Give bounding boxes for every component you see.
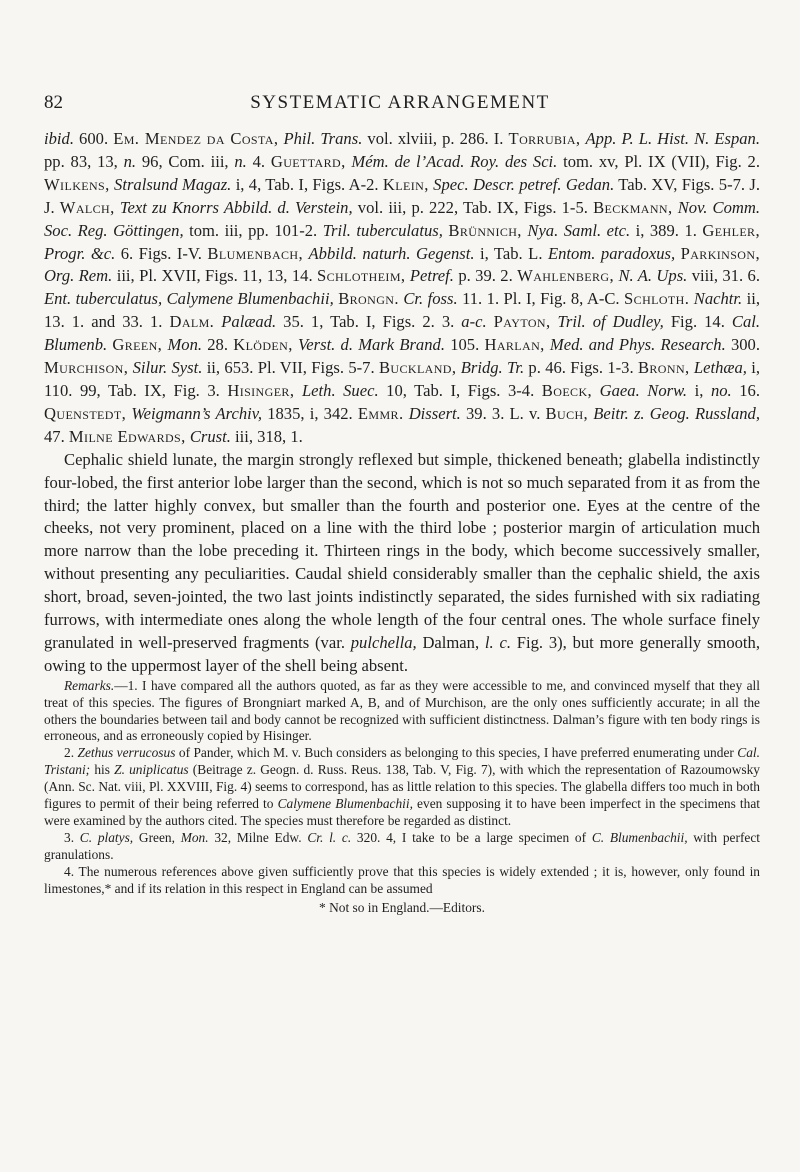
italic-run: Cal. Blumenb. [44, 312, 761, 355]
author-name: Wahlenberg, [517, 266, 615, 286]
author-name: Hisinger, [227, 380, 295, 400]
author-name: Dalm. [169, 312, 215, 332]
italic-run: Entom. paradoxus, [547, 243, 676, 263]
italic-run: Z. uniplicatus [114, 762, 189, 778]
text-run: 105. [444, 335, 485, 355]
italic-run: Tril. of Dudley, [557, 312, 664, 332]
text-run: p. 39. 2. [453, 266, 518, 286]
text-run: vol. xlviii, p. 286. I. [362, 129, 509, 148]
species-description [44, 449, 760, 678]
text-run: 6. Figs. I-V. [115, 243, 208, 263]
text-run: 4. The numerous references above given sufficiently prove that this species is widely extended ; it is, however, only found in limestones,* and if its relation in this respect in England can be assumed [44, 863, 760, 896]
remark-2 [44, 745, 760, 830]
text-run: ii, 653. Pl. VII, Figs. 5-7. [202, 358, 379, 378]
italic-run: Bridg. Tr. [460, 358, 525, 378]
author-name: Harlan, [484, 335, 545, 355]
text-run: (Beitrage z. Geogn. d. Russ. Reus. 138, Tab. V, Fig. 7), with which the representation of Razoumowsky (Ann. Sc. Nat. viii, Pl. XXVIII, Fig. 4) seems to correspond, has as little relation to this species. The glabella differs too much in both figures to permit of their being referred to [44, 762, 760, 812]
italic-run: Dissert. [408, 403, 461, 423]
author-name: Murchison, [44, 358, 129, 378]
text-run: Tab. XV, Figs. 5-7. J. J. [44, 174, 761, 217]
author-name: Klöden, [233, 335, 293, 355]
italic-run: Weigmann’s Archiv, [131, 403, 263, 423]
text-run: —1. I have compared all the authors quoted, as far as they were accessible to me, and convinced myself that they all treat of this species. The figures of Brongniart marked A, B, and of Murchison, are the only ones sufficiently accurate; in all the others the boundaries between tail and body cannot be recognized with sufficient distinctness. Dalman’s figure with ten body rings is erroneous, and as erroneously copied by Hisinger. [44, 677, 760, 744]
author-name: Beckmann, [593, 197, 673, 217]
italic-run: Spec. Descr. petref. Gedan. [433, 174, 615, 194]
text-run: 16. [731, 380, 760, 400]
text-run: viii, 31. 6. [687, 266, 760, 286]
text-run: 35. 1, Tab. I, Figs. 2. 3. [276, 312, 462, 332]
remark-4 [44, 864, 760, 898]
text-run [592, 381, 600, 400]
text-run: Green, [133, 829, 181, 845]
text-run: Dalman, [416, 632, 485, 652]
text-run: i, [687, 380, 711, 400]
italic-run: Nov. Comm. Soc. Reg. Göttingen, [44, 197, 761, 240]
text-run: with perfect granulations. [44, 829, 761, 862]
italic-run: Abbild. naturh. Gegenst. [308, 243, 475, 263]
author-name: Brongn. [338, 289, 399, 309]
italic-run: Palæad. [221, 312, 277, 332]
text-run: of Pander, which M. v. Buch considers as belonging to this species, I have preferred enumerating under [175, 745, 738, 761]
italic-run: n. [123, 151, 137, 171]
italic-run: no. [710, 380, 732, 400]
italic-run: Text zu Knorrs Abbild. d. Verstein, [119, 197, 353, 217]
author-name: Quenstedt, [44, 403, 127, 423]
text-run: 600. [73, 129, 114, 148]
italic-run: Verst. d. Mark Brand. [298, 335, 445, 355]
text-run [551, 312, 558, 331]
italic-run: Org. Rem. [44, 266, 113, 286]
author-name: Buch, [545, 403, 589, 423]
text-run: iii, 318, 1. [230, 426, 303, 446]
text-run: 28. [202, 335, 234, 355]
text-run: 39. 3. L. v. [460, 403, 546, 423]
author-name: Walch, [59, 197, 115, 217]
text-run: tom. iii, pp. 101-2. [183, 220, 323, 240]
italic-run: Cr. l. c. [307, 829, 352, 845]
author-name: Emmr. [357, 403, 404, 423]
italic-run: Mon. [167, 335, 203, 355]
italic-run: Ent. tuberculatus, Calymene Blumenbachii, [44, 289, 334, 309]
author-name: Schlotheim, [317, 266, 406, 286]
author-name: Torrubia, [508, 129, 581, 148]
italic-run: l. c. [484, 632, 511, 652]
text-run: p. 46. Figs. 1-3. [524, 358, 638, 378]
page-body [44, 128, 760, 916]
author-name: Wilkens, [44, 174, 110, 194]
italic-run: n. [234, 151, 247, 171]
italic-run: Phil. Trans. [283, 129, 363, 148]
italic-run: Stralsund Magaz. [114, 174, 232, 194]
author-name: Blumenbach, [207, 243, 304, 263]
text-run: 11. 1. Pl. I, Fig. 8, A-C. [457, 289, 625, 309]
text-run: 320. 4, I take to be a large specimen of [351, 829, 592, 845]
italic-run: Tril. tuberculatus, [322, 220, 443, 240]
italic-run: C. platys, [79, 829, 134, 845]
synonymy-paragraph [44, 128, 760, 449]
text-run: iii, Pl. XVII, Figs. 11, 13, 14. [112, 266, 317, 286]
running-title: SYSTEMATIC ARRANGEMENT [250, 92, 550, 113]
text-run: 3. [64, 829, 80, 845]
author-name: Payton, [493, 312, 551, 332]
italic-run: Mém. de l’Acad. Roy. des Sci. [351, 151, 558, 171]
author-name: Gehler, [702, 220, 760, 240]
italic-run: Silur. Syst. [132, 358, 203, 378]
text-run: 96, Com. iii, [136, 151, 235, 171]
author-name: Boeck, [541, 380, 593, 400]
italic-run: Cal. Tristani; [44, 745, 760, 778]
remark-1 [44, 678, 760, 746]
italic-run: Med. and Phys. Research. [549, 335, 726, 355]
text-run [294, 381, 302, 400]
author-name: Guettard, [270, 151, 346, 171]
text-run: i, 4, Tab. I, Figs. A-2. [231, 174, 383, 194]
italic-run: Progr. &c. [44, 243, 116, 263]
page-header [44, 92, 756, 116]
text-run: 47. [44, 426, 69, 446]
author-name: Brünnich, [448, 220, 522, 240]
italic-run: ibid. [44, 129, 74, 148]
text-run: 1835, i, 342. [262, 403, 358, 423]
italic-run: C. Blumenbachii, [591, 829, 688, 845]
author-name: Schloth. [624, 289, 690, 309]
text-run [487, 312, 494, 331]
italic-run: Crust. [189, 426, 231, 446]
text-run: 4. [246, 151, 271, 171]
author-name: Parkinson, [680, 243, 760, 263]
text-run: vol. iii, p. 222, Tab. IX, Figs. 1-5. [352, 197, 594, 217]
author-name: Klein, [382, 174, 429, 194]
italic-run: App. P. L. Hist. N. Espan. [585, 129, 761, 148]
text-run: tom. xv, Pl. IX (VII), Fig. 2. [557, 151, 760, 171]
italic-run: pulchella, [350, 632, 417, 652]
italic-run: Gaea. Norw. [599, 380, 688, 400]
text-run: his [90, 762, 115, 778]
footnote: * Not so in England.—Editors. [319, 899, 485, 915]
author-name: Buckland, [378, 358, 457, 378]
italic-run: Nya. Saml. etc. [527, 220, 631, 240]
text-run: Cephalic shield lunate, the margin strongly reflexed but simple, thickened beneath; glabella indistinctly four-lobed, the first anterior lobe larger than the second, which is not so much separated from it as from the third; the latter highly convex, but smaller than the fourth and posterior one. Eyes at the centre of the cheeks, not very prominent, placed on a line with the third lobe ; posterior margin of articulation much more narrow than the lobe preceding it. Thirteen rings in the body, which become successively smaller, without presenting any peculiarities. Caudal shield considerably smaller than the cephalic shield, the axis short, broad, seven-jointed, the two last joints indistinctly separated, the sides furnished with six radiating furrows, with intermediate ones along the whole length of the four central ones. The whole surface finely granulated in well-preserved fragments (var. [44, 449, 760, 652]
page-number: 82 [44, 92, 63, 113]
text-run: Fig. 3), but more generally smooth, owing to the uppermost layer of the shell being absent. [44, 632, 760, 675]
italic-run: Nachtr. [693, 289, 743, 309]
italic-run: Petref. [409, 266, 454, 286]
author-name: Green, [112, 335, 163, 355]
italic-run: Lethæa, [693, 358, 747, 378]
italic-run: N. A. Ups. [618, 266, 688, 286]
text-run: i, Tab. L. [474, 243, 548, 263]
italic-run: Beitr. z. Geog. Russland, [593, 403, 760, 423]
text-run: even supposing it to have been imperfect in the specimens that were examined by the authors cited. The species must therefore be regarded as distinct. [44, 796, 760, 828]
italic-run: Leth. Suec. [301, 380, 379, 400]
author-name: Em. Mendez da Costa, [113, 129, 279, 148]
text-run: i, 389. 1. [630, 220, 703, 240]
text-run: Fig. 14. [663, 312, 732, 332]
italic-run: Remarks. [64, 677, 115, 693]
author-name: Milne Edwards, [68, 426, 186, 446]
remark-3 [44, 830, 760, 864]
italic-run: Zethus verrucosus [77, 745, 176, 761]
italic-run: a-c. [461, 312, 487, 332]
text-run: 300. [725, 335, 760, 355]
italic-run: Cr. foss. [403, 289, 458, 309]
italic-run: Calymene Blumenbachii, [277, 796, 413, 812]
text-run: 10, Tab. I, Figs. 3-4. [378, 380, 542, 400]
text-run: 32, Milne Edw. [208, 829, 308, 845]
text-run: pp. 83, 13, [44, 151, 124, 171]
author-name: Bronn, [637, 358, 690, 378]
italic-run: Mon. [180, 829, 209, 845]
text-run: 2. [64, 745, 78, 761]
text-run: i, 110. 99, Tab. IX, Fig. 3. [44, 358, 760, 400]
text-run: ii, 13. 1. and 33. 1. [44, 289, 760, 332]
